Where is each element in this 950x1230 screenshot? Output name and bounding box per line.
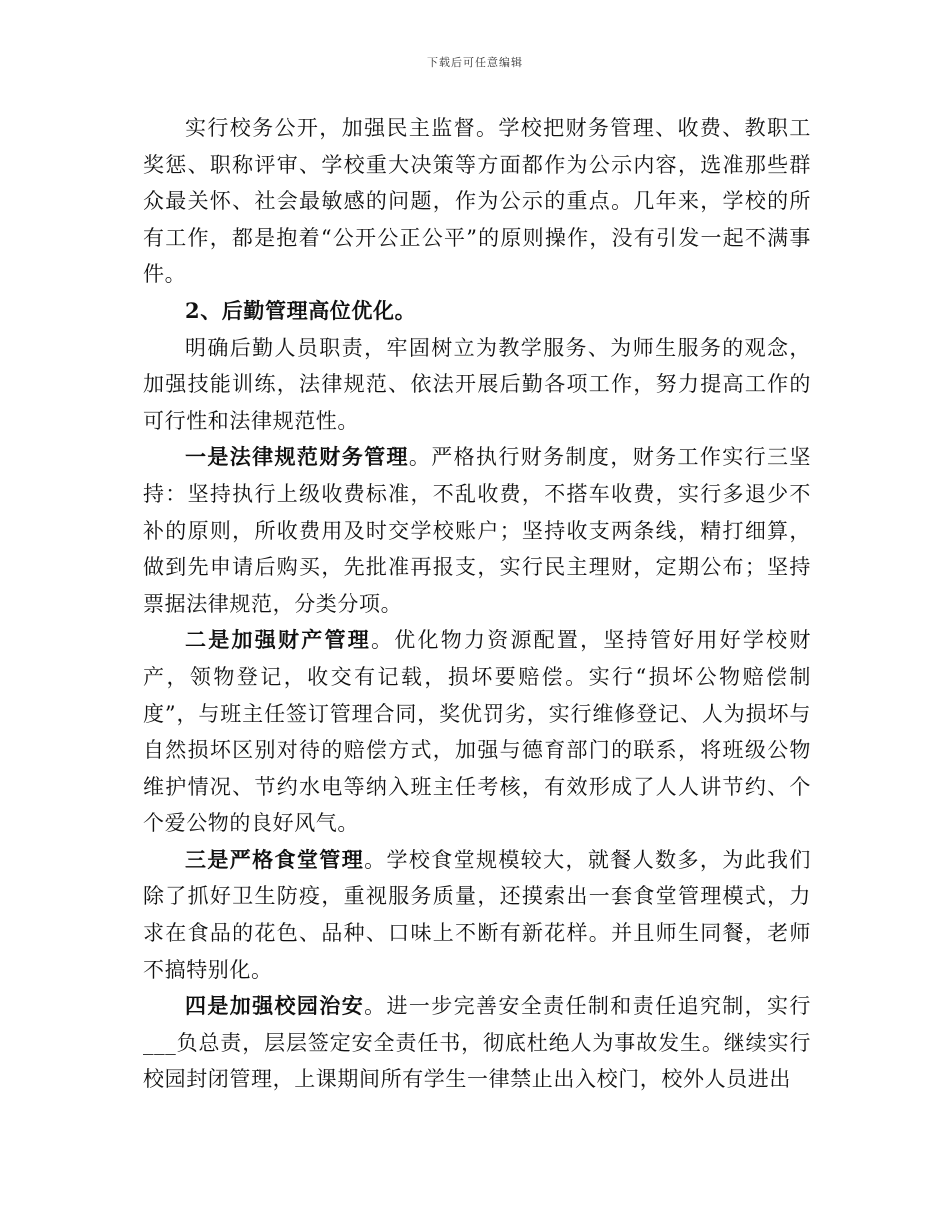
section-heading-logistics: [143, 293, 811, 330]
paragraph-logistics-duties: [143, 330, 811, 440]
paragraph-text: 。严格执行财务制度，财务工作实行三坚持：坚持执行上级收费标准，不乱收费，不搭车收费，实行多退少不补的原则，所收费用及时交学校账户；坚持收支两条线，精打细算，做到先申请后购买，先批准再报支，实行民主理财，定期公布；坚持票据法律规范，分类分项。: [143, 445, 811, 616]
paragraph-school-affairs: [143, 110, 811, 293]
paragraph-text: 实行校务公开，加强民主监督。学校把财务管理、收费、教职工奖惩、职称评审、学校重大决策等方面都作为公示内容，选准那些群众最关怀、社会最敏感的问题，作为公示的重点。几年来，学校的所有工作，都是抱着“公开公正公平”的原则操作，没有引发一起不满事件。: [143, 116, 811, 287]
paragraph-lead: 四是加强校园治安: [185, 993, 365, 1019]
paragraph-property-management: [143, 622, 811, 842]
paragraph-finance-management: [143, 439, 811, 622]
paragraph-text: 。进一步完善安全责任制和责任追究制，实行___负总责，层层签定安全责任书，彻底杜绝人为事故发生。继续实行校园封闭管理，上课期间所有学生一律禁止出入校门，校外人员进出: [143, 994, 811, 1092]
paragraph-text: 明确后勤人员职责，牢固树立为教学服务、为师生服务的观念，加强技能训练，法律规范、依法开展后勤各项工作，努力提高工作的可行性和法律规范性。: [143, 335, 811, 433]
paragraph-canteen-management: [143, 842, 811, 988]
document-body: [143, 110, 811, 1098]
section-heading-text: 2、后勤管理高位优化。: [185, 297, 417, 323]
paragraph-lead: 二是加强财产管理: [185, 627, 371, 653]
page-header: 下载后可任意编辑: [427, 56, 523, 69]
paragraph-lead: 三是严格食堂管理: [185, 846, 365, 872]
paragraph-text: 。优化物力资源配置，坚持管好用好学校财产，领物登记，收交有记载，损坏要赔偿。实行“损坏公物赔偿制度”，与班主任签订管理合同，奖优罚劣，实行维修登记、人为损坏与自然损坏区别对待的赔偿方式，加强与德育部门的联系，将班级公物维护情况、节约水电等纳入班主任考核，有效形成了人人讲节约、个个爱公物的良好风气。: [143, 628, 811, 836]
paragraph-text: 。学校食堂规模较大，就餐人数多，为此我们除了抓好卫生防疫，重视服务质量，还摸索出一套食堂管理模式，力求在食品的花色、品种、口味上不断有新花样。并且师生同餐，老师不搞特别化。: [143, 847, 811, 982]
paragraph-lead: 一是法律规范财务管理: [185, 444, 409, 470]
paragraph-campus-security: [143, 988, 811, 1098]
